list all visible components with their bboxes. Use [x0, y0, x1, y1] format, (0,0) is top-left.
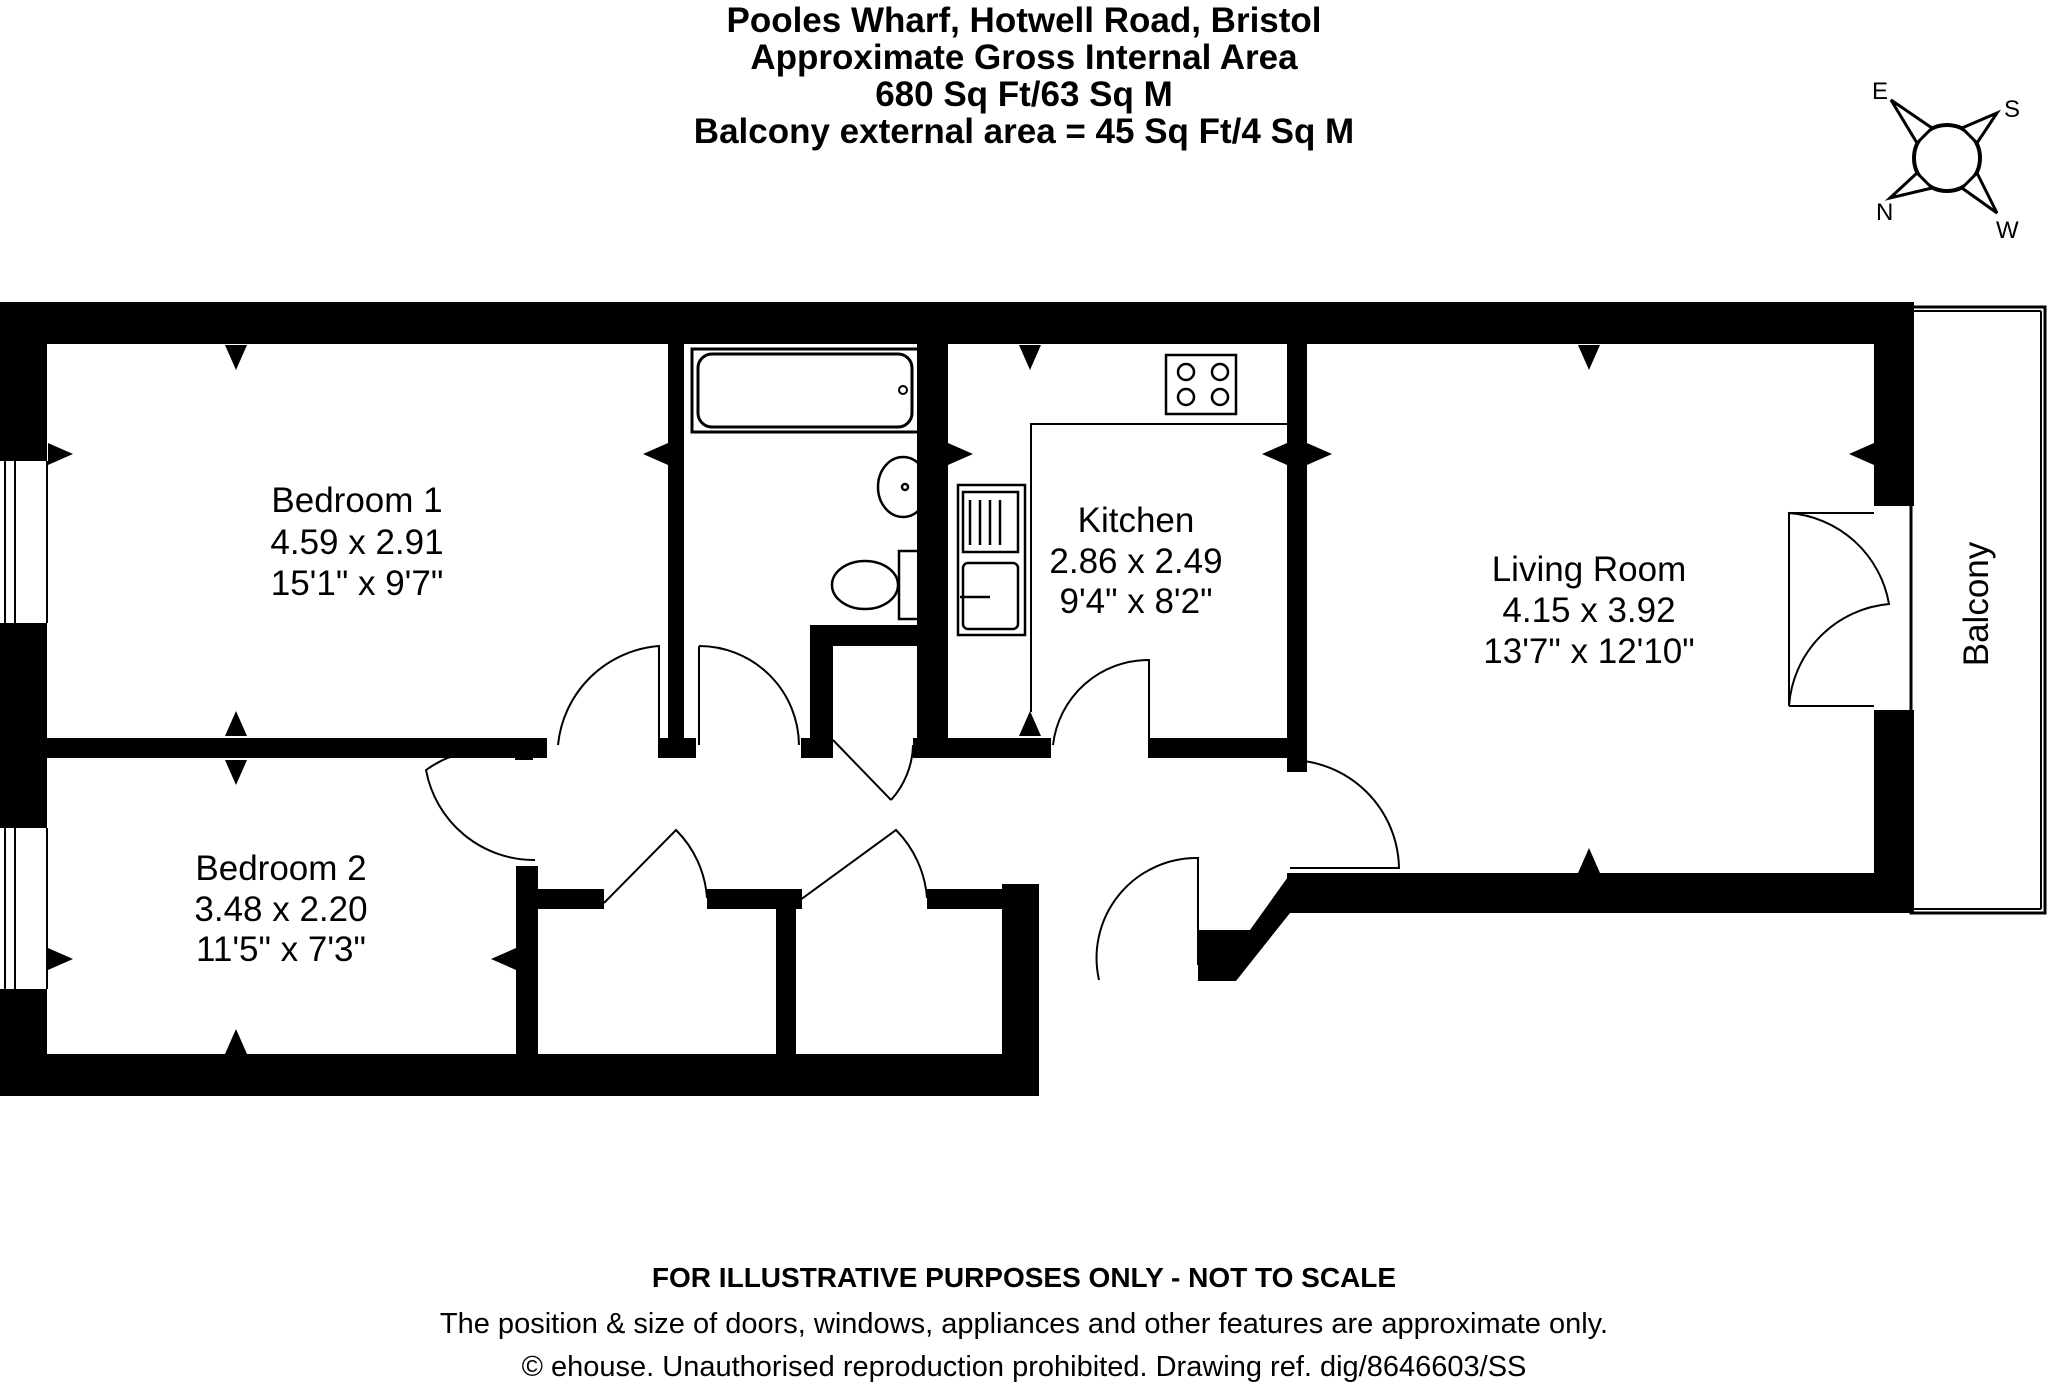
room-kitchen — [1049, 501, 1222, 621]
room-imperial: 13'7" x 12'10" — [1483, 632, 1695, 671]
copyright-line: © ehouse. Unauthorised reproduction prohibited. Drawing ref. dig/8646603/SS — [521, 1351, 1527, 1383]
room-name: Kitchen — [1077, 501, 1195, 540]
compass-s-label: S — [2004, 96, 2021, 123]
room-name: Bedroom 1 — [271, 481, 443, 520]
compass-w-label: W — [1996, 217, 2019, 244]
room-imperial: 11'5" x 7'3" — [196, 930, 366, 969]
compass-n-label: N — [1876, 199, 1894, 226]
area-value: 680 Sq Ft/63 Sq M — [875, 75, 1173, 114]
hob-icon — [1166, 355, 1236, 414]
room-metric: 2.86 x 2.49 — [1049, 542, 1223, 581]
room-name: Living Room — [1491, 550, 1687, 589]
room-imperial: 15'1" x 9'7" — [270, 564, 444, 603]
disclaimer-note: The position & size of doors, windows, appliances and other features are approximate only. — [439, 1308, 1609, 1340]
balcony-area: Balcony external area = 45 Sq Ft/4 Sq M — [693, 112, 1355, 151]
room-balcony-name: Balcony — [1957, 541, 1996, 667]
sink-icon — [958, 485, 1025, 635]
window-bedroom1 — [0, 461, 47, 623]
room-living — [1483, 550, 1694, 671]
room-metric: 3.48 x 2.20 — [194, 890, 368, 929]
area-label: Approximate Gross Internal Area — [750, 38, 1298, 77]
bath-icon — [692, 349, 919, 432]
window-bedroom2 — [0, 828, 47, 989]
room-name: Bedroom 2 — [195, 849, 367, 888]
compass-icon — [1872, 78, 2020, 244]
outer-walls — [0, 302, 1914, 1096]
toilet-icon — [832, 551, 921, 619]
room-metric: 4.59 x 2.91 — [270, 523, 444, 562]
compass-e-label: E — [1872, 78, 1889, 105]
room-bedroom2 — [194, 849, 367, 969]
room-bedroom1 — [270, 481, 443, 603]
property-address: Pooles Wharf, Hotwell Road, Bristol — [726, 1, 1322, 40]
room-imperial: 9'4" x 8'2" — [1059, 582, 1213, 621]
disclaimer: FOR ILLUSTRATIVE PURPOSES ONLY - NOT TO SCALE — [651, 1262, 1397, 1293]
room-metric: 4.15 x 3.92 — [1502, 591, 1676, 630]
